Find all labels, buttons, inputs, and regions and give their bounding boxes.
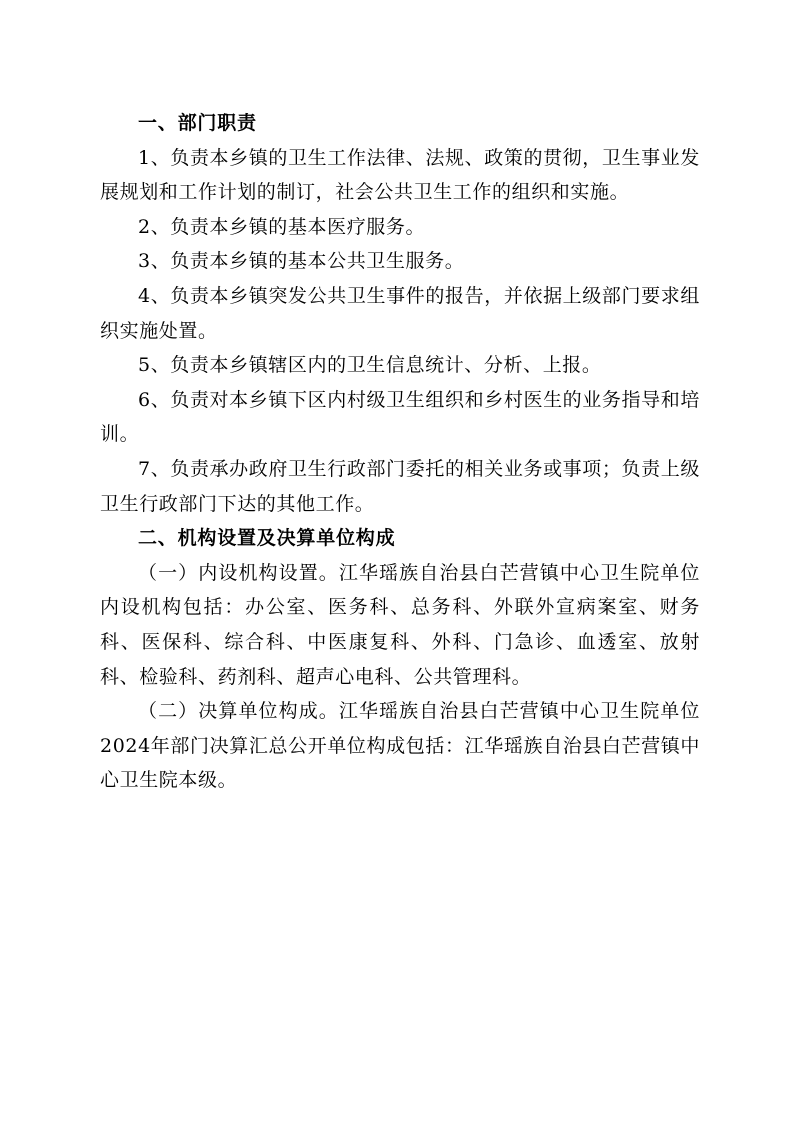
section-heading-duties: 一、部门职责 — [138, 112, 257, 134]
duty-item-1: 1、负责本乡镇的卫生工作法律、法规、政策的贯彻，卫生事业发展规划和工作计划的制订，社会公共卫生工作的组织和实施。 — [100, 146, 700, 204]
document-body — [100, 106, 700, 798]
structure-item-internal: （一）内设机构设置。江华瑶族自治县白芒营镇中心卫生院单位内设机构包括：办公室、医务科、总务科、外联外宣病案室、财务科、医保科、综合科、中医康复科、外科、门急诊、血透室、放射科、检验科、药剂科、超声心电科、公共管理科。 — [100, 561, 700, 688]
duty-item-6: 6、负责对本乡镇下区内村级卫生组织和乡村医生的业务指导和培训。 — [100, 388, 700, 446]
duty-item-3: 3、负责本乡镇的基本公共卫生服务。 — [138, 250, 465, 273]
duty-item-4: 4、负责本乡镇突发公共卫生事件的报告，并依据上级部门要求组织实施处置。 — [100, 284, 700, 342]
duty-item-7: 7、负责承办政府卫生行政部门委托的相关业务或事项；负责上级卫生行政部门下达的其他工作。 — [100, 457, 700, 515]
section-heading-structure: 二、机构设置及决算单位构成 — [138, 527, 396, 550]
duty-item-5: 5、负责本乡镇辖区内的卫生信息统计、分析、上报。 — [138, 354, 602, 377]
duty-item-2: 2、负责本乡镇的基本医疗服务。 — [138, 215, 426, 238]
structure-item-units: （二）决算单位构成。江华瑶族自治县白芒营镇中心卫生院单位2024年部门决算汇总公开单位构成包括：江华瑶族自治县白芒营镇中心卫生院本级。 — [100, 700, 700, 792]
